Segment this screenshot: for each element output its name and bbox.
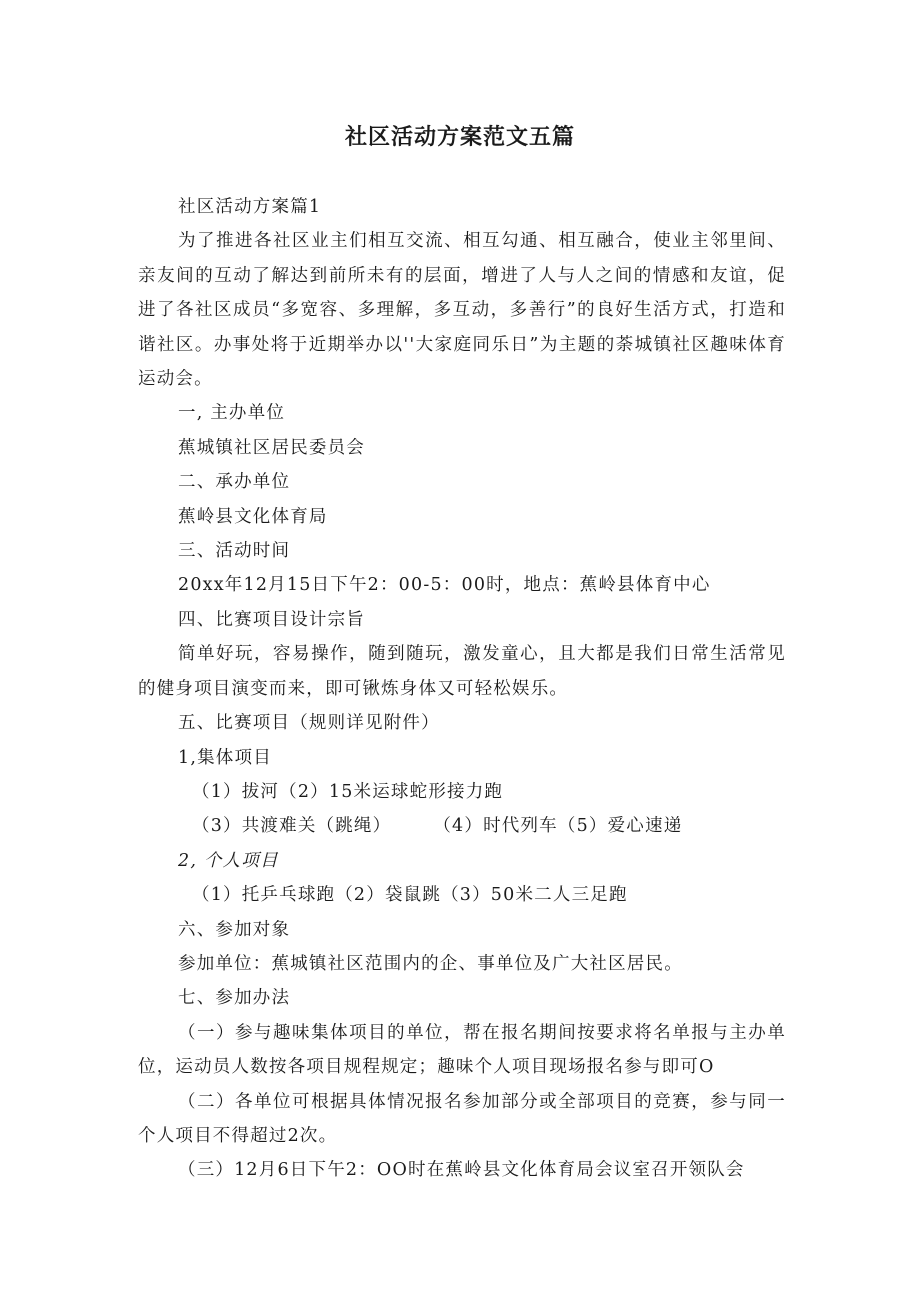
section-organizer-title: 一, 主办单位 [178,403,286,424]
section-undertaker-body: 蕉岭县文化体育局 [178,506,328,527]
section-events-title: 五、比赛项目（规则详见附件） [178,713,440,734]
section-purpose-title: 四、比赛项目设计宗旨 [178,609,365,630]
events-group-line-2a: （3）共渡难关（跳绳） [192,816,392,837]
section-time-body: 20xx年12月15日下午2：00-5：00时，地点：蕉岭县体育中心 [178,575,711,596]
events-group-line-1: （1）拔河（2）15米运球蛇形接力跑 [192,781,504,802]
events-group-heading: 1,集体项目 [178,747,272,768]
section-participants-body: 参加单位：蕉城镇社区范围内的企、事单位及广大社区居民。 [178,953,683,974]
events-group-line-2b: （4）时代列车（5）爱心速递 [433,816,683,837]
section-organizer-body: 蕉城镇社区居民委员会 [178,437,365,458]
method-item-1: （一）参与趣味集体项目的单位，帮在报名期间按要求将名单报与主办单位，运动员人数按各项目规程规定；趣味个人项目现场报名参与即可O [138,1022,786,1078]
document-body [138,190,786,1188]
intro-paragraph: 为了推进各社区业主们相互交流、相互勾通、相互融合，使业主邻里间、亲友间的互动了解达到前所未有的层面，增进了人与人之间的情感和友谊，促进了各社区成员“多宽容、多理解，多互动，多善行”的良好生活方式，打造和谐社区。办事处将于近期举办以''大家庭同乐日”为主题的荼城镇社区趣味体育运动会。 [138,231,786,390]
section-heading-plan-1: 社区活动方案篇1 [178,197,322,217]
section-participants-title: 六、参加对象 [178,919,291,940]
section-undertaker-title: 二、承办单位 [178,472,291,493]
events-individual-heading: 2, 个人项目 [178,850,279,871]
section-method-title: 七、参加办法 [178,988,291,1009]
section-time-title: 三、活动时间 [178,541,291,562]
page-title: 社区活动方案范文五篇 [344,125,575,150]
method-item-3: （三）12月6日下午2：OO时在蕉岭县文化体育局会议室召开领队会 [178,1160,745,1181]
section-purpose-body: 简单好玩，容易操作，随到随玩，激发童心，且大都是我们日常生活常见的健身项目演变而来，即可锹炼身体又可轻松娱乐。 [138,644,786,699]
events-group-line-2 [138,809,786,843]
method-item-2: （二）各单位可根据具体情况报名参加部分或全部项目的竞赛，参与同一个人项目不得超过2次。 [138,1091,786,1146]
events-individual-line: （1）托乒乓球跑（2）袋鼠跳（3）50米二人三足跑 [192,885,628,906]
